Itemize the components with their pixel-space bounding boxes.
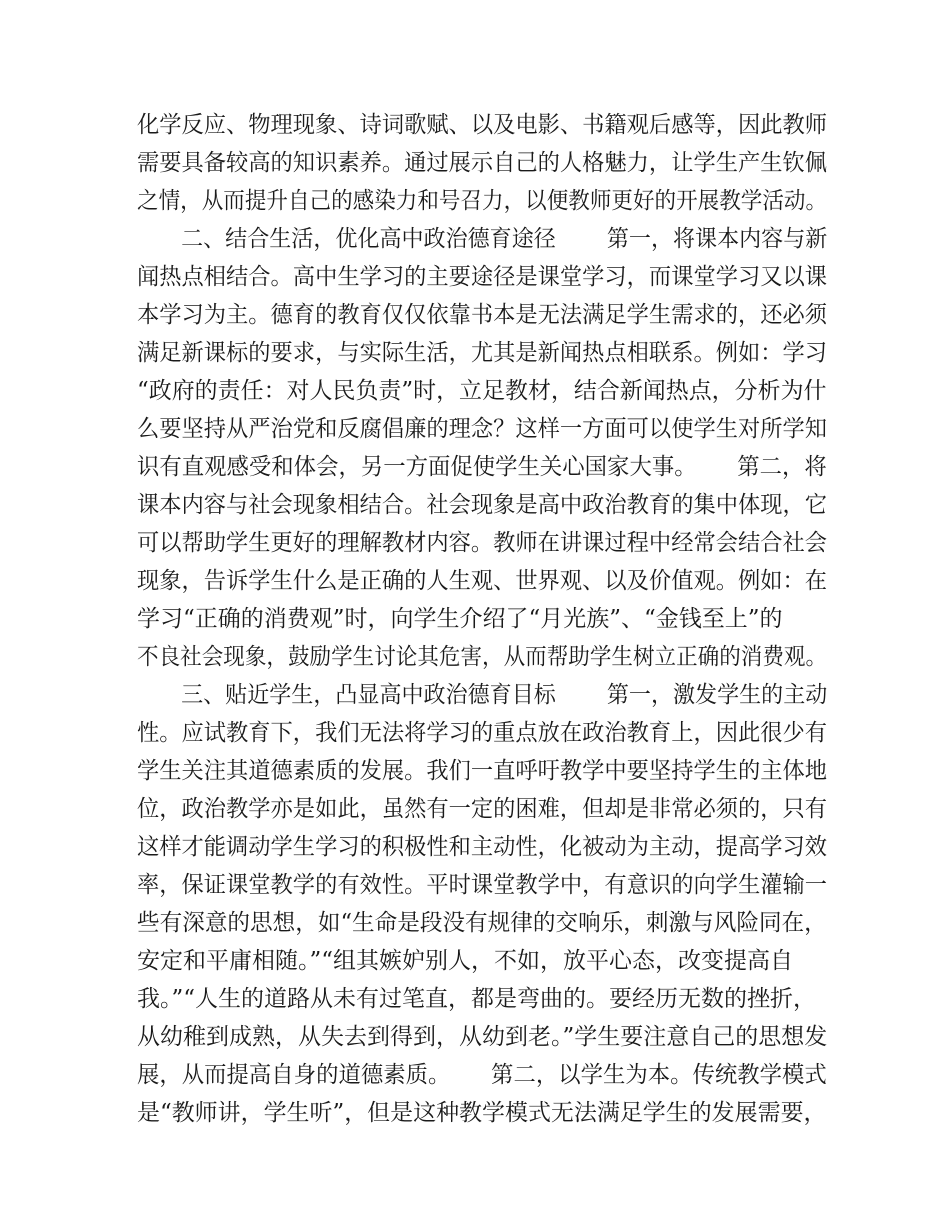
text-line: 学生关注其道德素质的发展。我们一直呼吁教学中要坚持学生的主体地: [137, 758, 827, 784]
text-line: 可以帮助学生更好的理解教材内容。教师在讲课过程中经常会结合社会: [137, 530, 827, 556]
text-line: 我。”“人生的道路从未有过笔直，都是弯曲的。要经历无数的挫折，: [137, 986, 817, 1012]
text-line: 课本内容与社会现象相结合。社会现象是高中政治教育的集中体现，它: [137, 492, 827, 518]
text-line: 化学反应、物理现象、诗词歌赋、以及电影、书籍观后感等，因此教师: [137, 112, 827, 138]
text-line: 学习“正确的消费观”时，向学生介绍了“月光族”、“金钱至上”的: [137, 606, 783, 632]
text-line: 二、结合生活，优化高中政治德育途径 第一，将课本内容与新: [137, 226, 828, 252]
text-line: 现象，告诉学生什么是正确的人生观、世界观、以及价值观。例如：在: [137, 568, 827, 594]
text-line: 展，从而提高自身的道德素质。 第二，以学生为本。传统教学模式: [137, 1062, 827, 1088]
text-line: 之情，从而提升自己的感染力和号召力，以便教师更好的开展教学活动。: [137, 188, 827, 214]
text-line: 满足新课标的要求，与实际生活，尤其是新闻热点相联系。例如：学习: [137, 340, 827, 366]
text-line: 性。应试教育下，我们无法将学习的重点放在政治教育上，因此很少有: [137, 720, 827, 746]
text-line: 是“教师讲，学生听”，但是这种教学模式无法满足学生的发展需要，: [137, 1100, 827, 1126]
text-line: 闻热点相结合。高中生学习的主要途径是课堂学习，而课堂学习又以课: [137, 264, 827, 290]
text-line: 率，保证课堂教学的有效性。平时课堂教学中，有意识的向学生灌输一: [137, 872, 827, 898]
text-line: “政府的责任：对人民负责”时，立足教材，结合新闻热点，分析为什: [137, 378, 827, 404]
text-line: 些有深意的思想，如“生命是段没有规律的交响乐，刺激与风险同在，: [137, 910, 827, 936]
text-line: 么要坚持从严治党和反腐倡廉的理念？这样一方面可以使学生对所学知: [137, 416, 827, 442]
text-line: 不良社会现象，鼓励学生讨论其危害，从而帮助学生树立正确的消费观。: [137, 644, 827, 670]
text-line: 这样才能调动学生学习的积极性和主动性，化被动为主动，提高学习效: [137, 834, 827, 860]
text-line: 安定和平庸相随。”“组其嫉妒别人，不如，放平心态，改变提高自: [137, 948, 794, 974]
body-text: [137, 106, 827, 1132]
text-line: 需要具备较高的知识素养。通过展示自己的人格魅力，让学生产生钦佩: [137, 150, 827, 176]
text-line: 位，政治教学亦是如此，虽然有一定的困难，但却是非常必须的，只有: [137, 796, 827, 822]
text-line: 识有直观感受和体会，另一方面促使学生关心国家大事。 第二，将: [137, 454, 827, 480]
text-line: 从幼稚到成熟，从失去到得到，从幼到老。”学生要注意自己的思想发: [137, 1024, 828, 1050]
text-line: 三、贴近学生，凸显高中政治德育目标 第一，激发学生的主动: [137, 682, 828, 708]
text-line: 本学习为主。德育的教育仅仅依靠书本是无法满足学生需求的，还必须: [137, 302, 827, 328]
